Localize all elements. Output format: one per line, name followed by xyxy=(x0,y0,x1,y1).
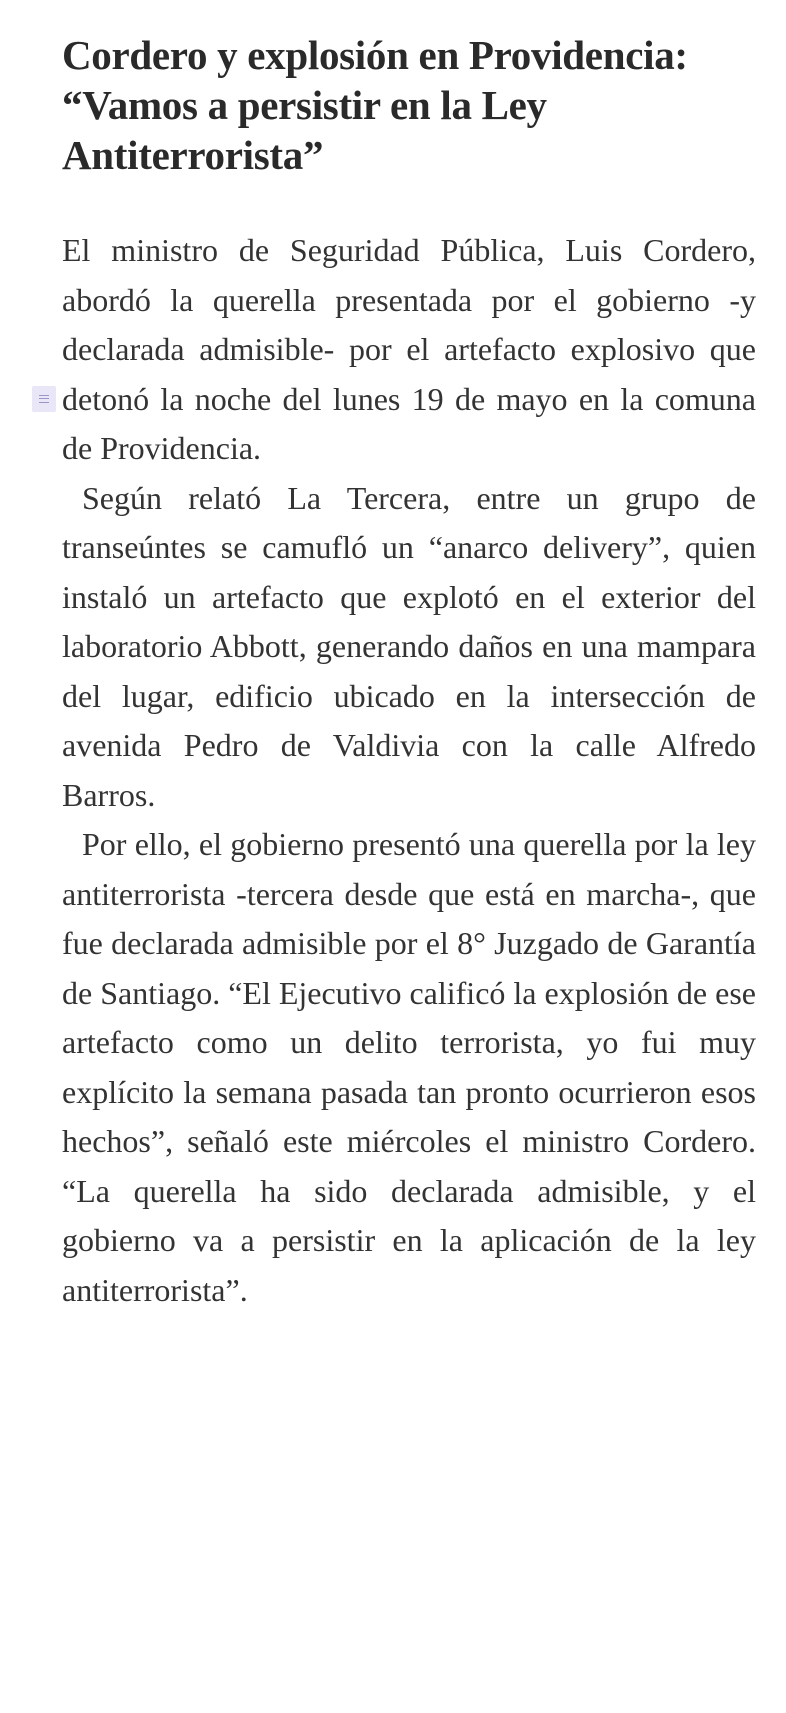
article-body xyxy=(62,226,756,1315)
news-article xyxy=(62,30,756,1315)
article-headline: Cordero y explosión en Providencia: “Vamos a persistir en la Ley Antiterrorista” xyxy=(62,32,688,178)
article-paragraph-2: Según relató La Tercera, entre un grupo de transeúntes se camufló un “anarco delivery”, quien instaló un artefacto que explotó en el exterior del laboratorio Abbott, generando daños en una mampara del lugar, edificio ubicado en la intersección de avenida Pedro de Valdivia con la calle Alfredo Barros. xyxy=(62,479,756,813)
article-paragraph-3: Por ello, el gobierno presentó una querella por la ley antiterrorista -tercera desde que está en marcha-, que fue declarada admisible por el 8° Juzgado de Garantía de Santiago. “El Ejecutivo calificó la explosión de ese artefacto como un delito terrorista, yo fui muy explícito la semana pasada tan pronto ocurrieron esos hechos”, señaló este miércoles el ministro Cordero. “La querella ha sido declarada admisible, y el gobierno va a persistir en la aplicación de la ley antiterrorista”. xyxy=(62,826,756,1308)
article-paragraph-1: El ministro de Seguridad Pública, Luis Cordero, abordó la querella presentada por el gobierno -y declarada admisible- por el artefacto explosivo que detonó la noche del lunes 19 de mayo en la comuna de Providencia. xyxy=(62,232,756,466)
note-icon[interactable] xyxy=(32,386,56,412)
